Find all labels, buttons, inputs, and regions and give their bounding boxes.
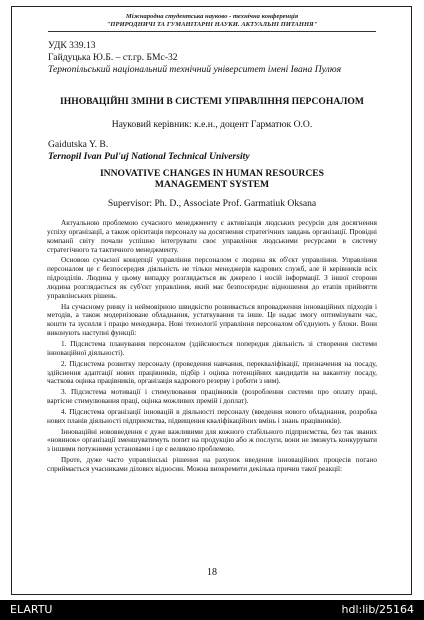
authors-en: Gaidutska Y. B. — [48, 139, 109, 150]
affiliation-en: Ternopil Ivan Pul'uj National Technical University — [48, 151, 250, 162]
paragraph: Основою сучасної концепції управління персоналом є людина як об'єкт управління. Управління персоналом це є безпосередня діяльність не тільки менеджерів кадрових служб, але й керівників всіх підрозділів. Людина у цьому випадку розглядається як джерело і носій інформації. З іншої сторони людина розглядається як суб'єкт управління, який має безпосереднє відношення до етапів прийняття управлінських рішень. — [47, 256, 377, 300]
list-item: 2. Підсистема розвитку персоналу (проведення навчання, перекваліфікації, призначення на посаду, здійснення адаптації нових працівників, підбір і оцінка потенційних кандидатів на вакантну посаду, часткова оцінка працівників, організація кадрового резерву і роботи з ним). — [47, 359, 377, 386]
affiliation-ua: Тернопільський національний технічний університет імені Івана Пулюя — [48, 64, 342, 75]
footer-left-label: ELARTU — [10, 603, 53, 616]
page-number: 18 — [207, 567, 217, 578]
paragraph: Інноваційні нововведення є дуже важливими для кожного стабільного підприємства, без так званих «новинок» організації зменшуватимуть попит на продукцію або ж послуги, вони не зможуть конкурувати з іншими потужними установами і це є великою проблемою. — [47, 427, 377, 454]
list-item: 3. Підсистема мотивації і стимулювання працівників (розроблення системи про оплату праці, вартісне стимулювання праці, оцінка можливих премій і доплат). — [47, 388, 377, 406]
list-item: 1. Підсистема планування персоналом (здійснюється попередня діяльність зі створення системи інноваційної діяльності). — [47, 339, 377, 357]
footer-handle-link[interactable]: hdl:lib/25164 — [341, 603, 414, 616]
title-en-line-2: MANAGEMENT SYSTEM — [154, 179, 270, 191]
paragraph: Актуальною проблемою сучасного менеджменту є активізація людських ресурсів для досягнення успіху організації, а також орієнтація персоналу на досягнення стратегічних завдань організації. Провідні компанії світу почали успішно інтегрувати своє управління людськими ресурсами в систему стратегічного та тактичного менеджменту. — [47, 219, 377, 254]
supervisor-ua: Науковий керівник: к.е.н., доцент Гарматюк О.О. — [111, 119, 313, 130]
udc-code: УДК 339.13 — [48, 40, 96, 51]
title-en-line-1: INNOVATIVE CHANGES IN HUMAN RESOURCES — [99, 168, 325, 179]
paragraph: На сучасному ринку із неймовірною швидкістю розвивається впровадження інноваційних підходів і методів, а також модернізоване обладнання, устаткування та інше. Це надає змогу оптимізувати час, кошти та зусилля і працю менеджера. Нові технології управління персоналом об'єднують у блоки. Вони виконують наступні функції: — [47, 302, 377, 338]
conference-header — [0, 13, 424, 28]
repository-footer — [0, 600, 424, 620]
supervisor-en: Supervisor: Ph. D., Associate Prof. Garmatiuk Oksana — [107, 198, 317, 209]
authors-ua: Гайдуцька Ю.Б. – ст.гр. БМс-32 — [48, 52, 178, 63]
conference-line-2: "ПРИРОДНИЧІ ТА ГУМАНІТАРНІ НАУКИ. АКТУАЛЬНІ ПИТАННЯ" — [106, 20, 318, 28]
header-rule — [48, 31, 376, 32]
title-ua: ІННОВАЦІЙНІ ЗМІНИ В СИСТЕМІ УПРАВЛІННЯ ПЕРСОНАЛОМ — [60, 96, 364, 107]
list-item: 4. Підсистема організації інновацій в діяльності персоналу (введення нового обладнання, розробка нових планів діяльності підприємства, підвищення кваліфікаційних вмінь і знань працівників). — [47, 407, 377, 425]
conference-line-1: Міжнародна студентська науково - технічна конференція — [125, 13, 299, 20]
title-en — [40, 168, 384, 191]
body-text — [47, 219, 377, 474]
paragraph: Проте, дуже часто управлінські рішення на рахунок введення інноваційних процесів погано сприймається учасниками ділових відносин. Можна виокремити декілька причин такої реакції: — [47, 456, 377, 473]
